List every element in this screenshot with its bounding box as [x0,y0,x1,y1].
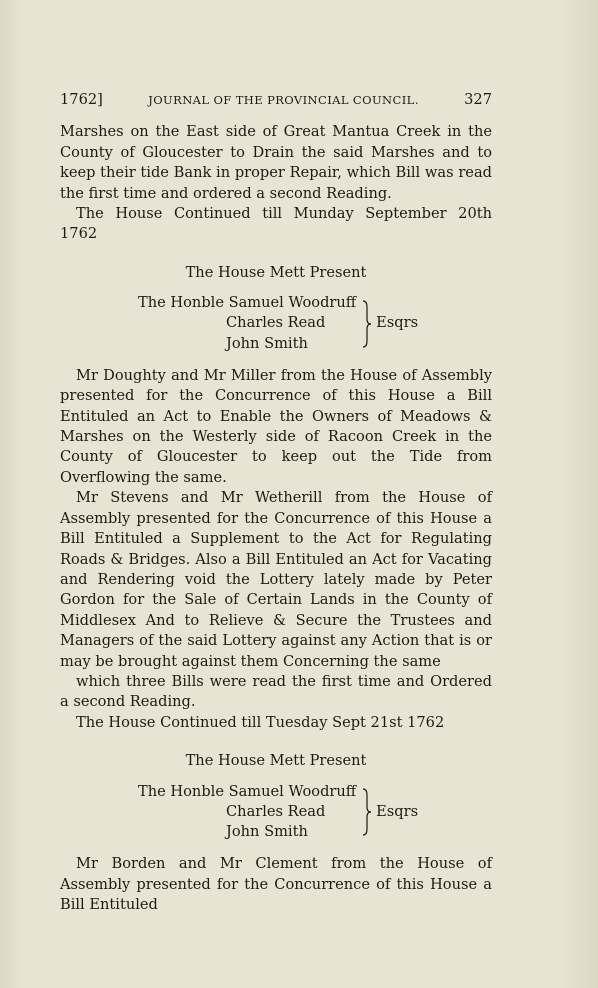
session-heading-1: The House Mett Present [185,263,367,281]
paragraph-continued-1: The House Continued till Munday September 20th 1762 [60,205,492,243]
header-title: JOURNAL OF THE PROVINCIAL COUNCIL. [148,93,419,107]
text-block [60,90,492,915]
header-page-number: 327 [464,91,492,108]
present-names-2 [138,782,356,843]
present-name-2: Charles Read [226,314,326,332]
present-suffix-2: Esqrs [376,802,419,820]
paragraph-three-bills: which three Bills were read the first time and Ordered a second Reading. [60,672,492,711]
present-suffix-1: Esqrs [376,314,419,332]
present-list-2 [138,782,492,843]
present-name-2: Charles Read [226,802,326,820]
paragraph-stevens-wetherill: Mr Stevens and Mr Wetherill from the House of Assembly presented for the Concurrence of this House a Bill Entituled a Supplement to the Act for Regulating Roads & Bridges. Also a Bill Entituled an Act for Vacating and Rendering void the Lottery lately made by Peter Gordon for the Sale of Certain Lands in the County of Middlesex And to Relieve & Secure the Trustees and Managers of the said Lottery against any Action that is or may be brought against them Concerning the same [60,489,492,670]
brace-icon [362,299,372,349]
paragraph-borden-clement: Mr Borden and Mr Clement from the House of Assembly presented for the Concurrence of this House a Bill Entituled [60,855,492,913]
running-header [60,90,492,110]
session-heading-2: The House Mett Present [185,752,367,770]
present-lead: The Honble Samuel Woodruff [138,782,357,800]
present-names-1 [138,293,356,354]
present-lead: The Honble Samuel Woodruff [138,294,357,312]
brace-icon [362,787,372,837]
paragraph-1: Marshes on the East side of Great Mantua Creek in the County of Gloucester to Drain the said Marshes and to keep their tide Bank in proper Repair, which Bill was read the first time and ordered a second Reading. [60,123,492,202]
header-year: 1762] [60,91,103,108]
present-name-3: John Smith [226,334,308,352]
present-name-3: John Smith [226,822,308,840]
present-list-1 [138,293,492,354]
paragraph-doughty-miller: Mr Doughty and Mr Miller from the House of Assembly presented for the Concurrence of this House a Bill Entituled an Act to Enable the Owners of Meadows & Marshes on the Westerly side of Racoon Creek in the County of Gloucester to keep out the Tide from Overflowing the same. [60,366,492,486]
paragraph-continued-2: The House Continued till Tuesday Sept 21st 1762 [76,713,445,731]
